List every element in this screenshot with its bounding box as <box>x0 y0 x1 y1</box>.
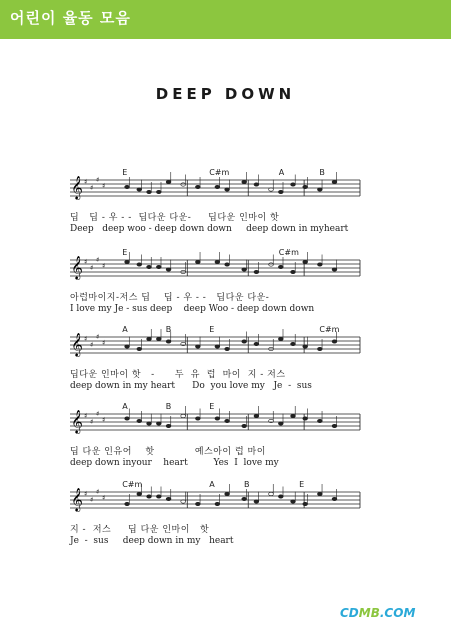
note-head <box>254 414 259 417</box>
chord-symbol: E <box>122 168 128 177</box>
music-staff <box>0 248 451 288</box>
note-head <box>254 270 259 273</box>
treble-clef-icon: 𝄞 <box>71 255 83 279</box>
note-head <box>278 495 283 498</box>
lyrics-korean: 딥다운 인마이 핫 - 두 유 럽 마이 지 - 저스 <box>70 370 286 380</box>
note-head <box>242 180 247 183</box>
treble-clef-icon: 𝄞 <box>71 409 83 433</box>
note-head <box>156 265 161 268</box>
note-head <box>215 502 220 505</box>
chord-symbol: E <box>209 325 215 334</box>
chord-symbol: E <box>209 402 215 411</box>
note-head <box>125 185 130 188</box>
note-head <box>137 188 142 191</box>
logo-part-2: MB <box>358 606 380 620</box>
note-head <box>291 270 296 273</box>
note-head <box>147 337 152 340</box>
note-head <box>332 340 337 343</box>
note-head <box>195 185 200 188</box>
note-head <box>166 180 171 183</box>
sharp-icon: ♯ <box>96 176 100 184</box>
note-head <box>195 502 200 505</box>
note-head <box>195 345 200 348</box>
note-head <box>291 500 296 503</box>
sharp-icon: ♯ <box>96 410 100 418</box>
note-head <box>225 188 230 191</box>
chord-symbol: C#m <box>122 480 143 489</box>
note-head <box>291 414 296 417</box>
note-head <box>181 183 186 186</box>
note-head <box>147 422 152 425</box>
sharp-icon: ♯ <box>90 341 94 349</box>
chord-symbol: C#m <box>278 248 299 257</box>
chord-symbol: A <box>209 480 215 489</box>
sharp-icon: ♯ <box>96 488 100 496</box>
staff-system-4 <box>0 402 451 482</box>
chord-symbol: B <box>319 168 325 177</box>
sheet-music-page <box>0 40 451 640</box>
note-head <box>317 492 322 495</box>
note-head <box>225 263 230 266</box>
song-title: DEEP DOWN <box>155 85 296 103</box>
treble-clef-icon: 𝄞 <box>71 487 83 511</box>
sharp-icon: ♯ <box>96 333 100 341</box>
note-head <box>195 417 200 420</box>
treble-clef-icon: 𝄞 <box>71 175 83 199</box>
chord-symbol: B <box>165 402 172 411</box>
note-head <box>147 190 152 193</box>
note-head <box>332 497 337 500</box>
header-divider <box>0 36 451 39</box>
note-head <box>269 263 274 266</box>
note-head <box>278 190 283 193</box>
lyrics-english: deep down inyour heart Yes I love my <box>70 458 279 468</box>
note-head <box>254 183 259 186</box>
sharp-icon: ♯ <box>102 262 106 270</box>
note-head <box>269 492 274 495</box>
header-title: 어린이 율동 모음 <box>10 9 131 27</box>
note-head <box>166 268 171 271</box>
note-head <box>156 190 161 193</box>
note-head <box>254 500 259 503</box>
staff-system-3 <box>0 325 451 405</box>
sharp-icon: ♯ <box>84 258 88 266</box>
note-head <box>278 265 283 268</box>
cdmb-logo <box>340 606 415 620</box>
note-head <box>166 340 171 343</box>
lyrics-english: deep down in my heart Do you love my Je - sus <box>70 381 312 391</box>
note-head <box>332 268 337 271</box>
note-head <box>125 345 130 348</box>
chord-symbol: A <box>122 402 128 411</box>
note-head <box>278 337 283 340</box>
sharp-icon: ♯ <box>84 490 88 498</box>
note-head <box>147 265 152 268</box>
note-head <box>332 424 337 427</box>
treble-clef-icon: 𝄞 <box>71 332 83 356</box>
logo-part-1: CD <box>340 606 359 620</box>
chord-symbol: B <box>244 480 250 489</box>
sharp-icon: ♯ <box>90 418 94 426</box>
note-head <box>166 424 171 427</box>
sharp-icon: ♯ <box>90 184 94 192</box>
chord-symbol: B <box>165 325 172 334</box>
sharp-icon: ♯ <box>84 178 88 186</box>
note-head <box>137 419 142 422</box>
note-head <box>317 263 322 266</box>
note-head <box>125 417 130 420</box>
lyrics-korean: 딥 다운 인유어 핫 예스아이 럽 마이 <box>70 447 266 457</box>
note-head <box>303 502 308 505</box>
sharp-icon: ♯ <box>102 339 106 347</box>
note-head <box>303 345 308 348</box>
note-head <box>215 345 220 348</box>
note-head <box>125 260 130 263</box>
note-head <box>156 337 161 340</box>
lyrics-english: Je - sus deep down in my heart <box>70 536 234 546</box>
note-head <box>332 180 337 183</box>
music-staff <box>0 168 451 208</box>
note-head <box>303 260 308 263</box>
note-head <box>242 424 247 427</box>
note-head <box>225 419 230 422</box>
note-head <box>303 417 308 420</box>
note-head <box>225 492 230 495</box>
note-head <box>147 495 152 498</box>
lyrics-english: I love my Je - sus deep deep Woo - deep down down <box>70 304 315 314</box>
lyrics-english: Deep deep woo - deep down down deep down in myheart <box>70 224 349 234</box>
page-header <box>0 0 451 36</box>
note-head <box>215 417 220 420</box>
note-head <box>303 185 308 188</box>
chord-symbol: C#m <box>209 168 230 177</box>
chord-symbol: E <box>122 248 128 257</box>
note-head <box>317 188 322 191</box>
note-head <box>242 340 247 343</box>
note-head <box>317 347 322 350</box>
note-head <box>137 263 142 266</box>
sharp-icon: ♯ <box>102 494 106 502</box>
note-head <box>242 268 247 271</box>
sharp-icon: ♯ <box>84 335 88 343</box>
note-head <box>291 342 296 345</box>
note-head <box>242 497 247 500</box>
note-head <box>278 422 283 425</box>
note-head <box>181 414 186 417</box>
chord-symbol: A <box>122 325 128 334</box>
sharp-icon: ♯ <box>102 182 106 190</box>
note-head <box>195 260 200 263</box>
chord-symbol: E <box>299 480 305 489</box>
note-head <box>215 185 220 188</box>
note-head <box>254 342 259 345</box>
staff-system-1 <box>0 168 451 248</box>
lyrics-korean: 지 - 저스 딥 다운 인마이 핫 <box>70 525 210 535</box>
lyrics-korean: 딥 딥 - 우 - - 딥다운 다운- 딥다운 인마이 핫 <box>70 213 280 223</box>
music-staff <box>0 325 451 365</box>
note-head <box>125 502 130 505</box>
note-head <box>156 495 161 498</box>
note-head <box>137 492 142 495</box>
note-head <box>215 260 220 263</box>
sharp-icon: ♯ <box>84 412 88 420</box>
sharp-icon: ♯ <box>90 264 94 272</box>
note-head <box>225 347 230 350</box>
staff-system-2 <box>0 248 451 328</box>
note-head <box>317 419 322 422</box>
note-head <box>137 347 142 350</box>
sharp-icon: ♯ <box>96 256 100 264</box>
chord-symbol: C#m <box>319 325 340 334</box>
note-head <box>156 422 161 425</box>
logo-part-3: .COM <box>379 606 416 620</box>
chord-symbol: A <box>278 168 285 177</box>
note-head <box>291 183 296 186</box>
music-staff <box>0 480 451 520</box>
sharp-icon: ♯ <box>102 416 106 424</box>
note-head <box>166 497 171 500</box>
lyrics-korean: 아럽마이지-저스 딥 딥 - 우 - - 딥다운 다운- <box>70 293 270 303</box>
sharp-icon: ♯ <box>90 496 94 504</box>
music-staff <box>0 402 451 442</box>
staff-system-5 <box>0 480 451 560</box>
